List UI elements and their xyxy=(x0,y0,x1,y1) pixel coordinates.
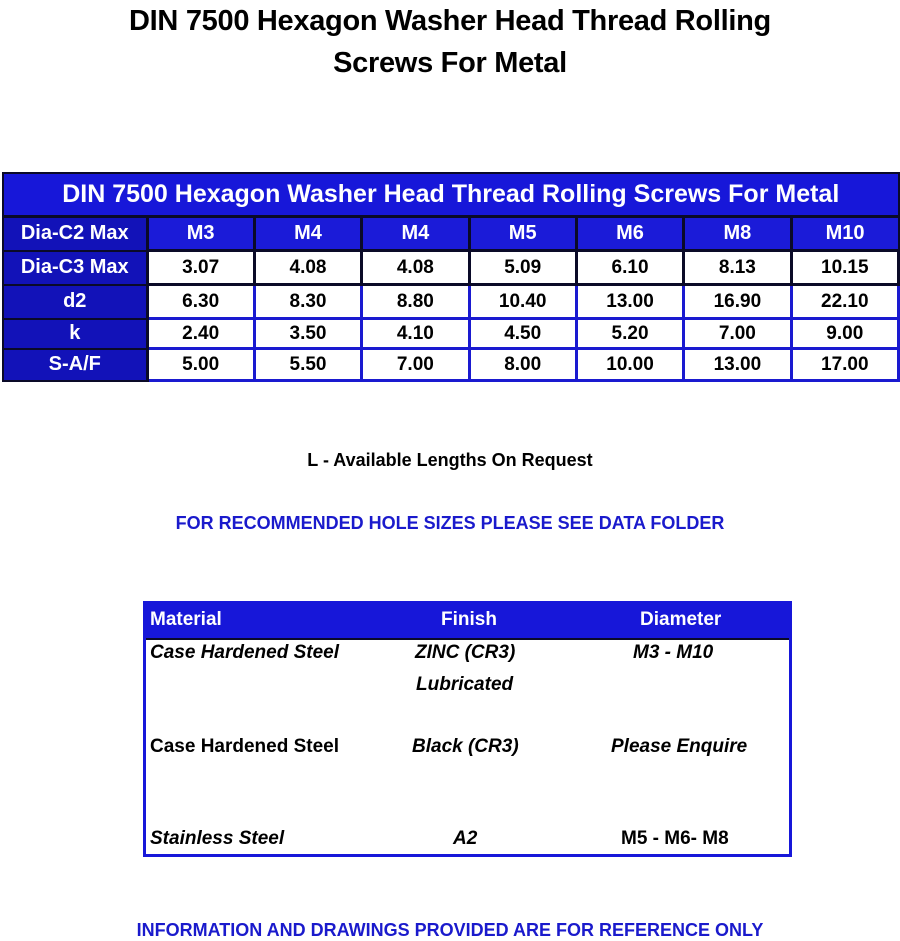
table-cell: 6.30 xyxy=(147,285,254,319)
table-cell: 2.40 xyxy=(147,319,254,349)
lengths-note: L - Available Lengths On Request xyxy=(307,450,593,470)
table-cell: 5.09 xyxy=(469,251,576,285)
table-cell: 9.00 xyxy=(791,319,898,349)
table-row-s-af xyxy=(3,349,899,381)
table-cell: 22.10 xyxy=(791,285,898,319)
table-cell: 10.15 xyxy=(791,251,898,285)
diameter-cell: Please Enquire xyxy=(611,736,748,757)
finish-cell: A2 xyxy=(453,828,478,849)
hole-sizes-note: FOR RECOMMENDED HOLE SIZES PLEASE SEE DATA FOLDER xyxy=(175,513,725,533)
row-label: d2 xyxy=(3,285,147,319)
table-cell: 10.40 xyxy=(469,285,576,319)
diameter-cell: M5 - M6- M8 xyxy=(621,828,729,849)
size-header: M10 xyxy=(791,217,898,251)
materials-table-header xyxy=(146,604,789,640)
header-label-dia-c2: Dia-C2 Max xyxy=(3,217,147,251)
table-cell: 13.00 xyxy=(576,285,683,319)
finish-cell-line-2: Lubricated xyxy=(416,674,514,695)
page-title xyxy=(0,0,900,84)
reference-only-note: INFORMATION AND DRAWINGS PROVIDED ARE FOR REFERENCE ONLY xyxy=(136,920,764,940)
page-title-line-1: DIN 7500 Hexagon Washer Head Thread Rolling xyxy=(129,5,771,37)
table-cell: 4.08 xyxy=(254,251,361,285)
table-cell: 10.00 xyxy=(576,349,683,381)
dimensions-table-caption: DIN 7500 Hexagon Washer Head Thread Rolling Screws For Metal xyxy=(3,173,899,217)
table-cell: 7.00 xyxy=(362,349,469,381)
row-label: Dia-C3 Max xyxy=(3,251,147,285)
table-cell: 5.50 xyxy=(254,349,361,381)
dimensions-table xyxy=(2,172,900,382)
page-title-line-2: Screws For Metal xyxy=(333,47,567,79)
finish-cell: ZINC (CR3) xyxy=(415,642,516,663)
table-cell: 8.00 xyxy=(469,349,576,381)
table-cell: 13.00 xyxy=(684,349,791,381)
table-cell: 7.00 xyxy=(684,319,791,349)
table-cell: 8.30 xyxy=(254,285,361,319)
table-cell: 8.80 xyxy=(362,285,469,319)
table-row-d2 xyxy=(3,285,899,319)
table-cell: 8.13 xyxy=(684,251,791,285)
finish-cell: Black (CR3) xyxy=(412,736,519,757)
diameter-cell: M3 - M10 xyxy=(633,642,714,663)
header-finish: Finish xyxy=(441,609,497,630)
table-cell: 3.07 xyxy=(147,251,254,285)
material-cell: Case Hardened Steel xyxy=(150,642,340,663)
size-header: M4 xyxy=(362,217,469,251)
size-header: M5 xyxy=(469,217,576,251)
table-cell: 4.08 xyxy=(362,251,469,285)
table-cell: 4.10 xyxy=(362,319,469,349)
table-cell: 4.50 xyxy=(469,319,576,349)
size-header: M6 xyxy=(576,217,683,251)
row-label: S-A/F xyxy=(3,349,147,381)
table-cell: 17.00 xyxy=(791,349,898,381)
row-label: k xyxy=(3,319,147,349)
material-cell: Stainless Steel xyxy=(150,828,285,849)
header-diameter: Diameter xyxy=(640,609,722,630)
table-row-k xyxy=(3,319,899,349)
material-cell: Case Hardened Steel xyxy=(150,736,340,757)
table-cell: 5.20 xyxy=(576,319,683,349)
table-cell: 6.10 xyxy=(576,251,683,285)
table-cell: 5.00 xyxy=(147,349,254,381)
size-header: M8 xyxy=(684,217,791,251)
table-cell: 16.90 xyxy=(684,285,791,319)
size-header: M3 xyxy=(147,217,254,251)
size-header: M4 xyxy=(254,217,361,251)
table-row-dia-c3 xyxy=(3,251,899,285)
table-cell: 3.50 xyxy=(254,319,361,349)
header-material: Material xyxy=(150,609,222,630)
materials-table xyxy=(143,601,792,857)
